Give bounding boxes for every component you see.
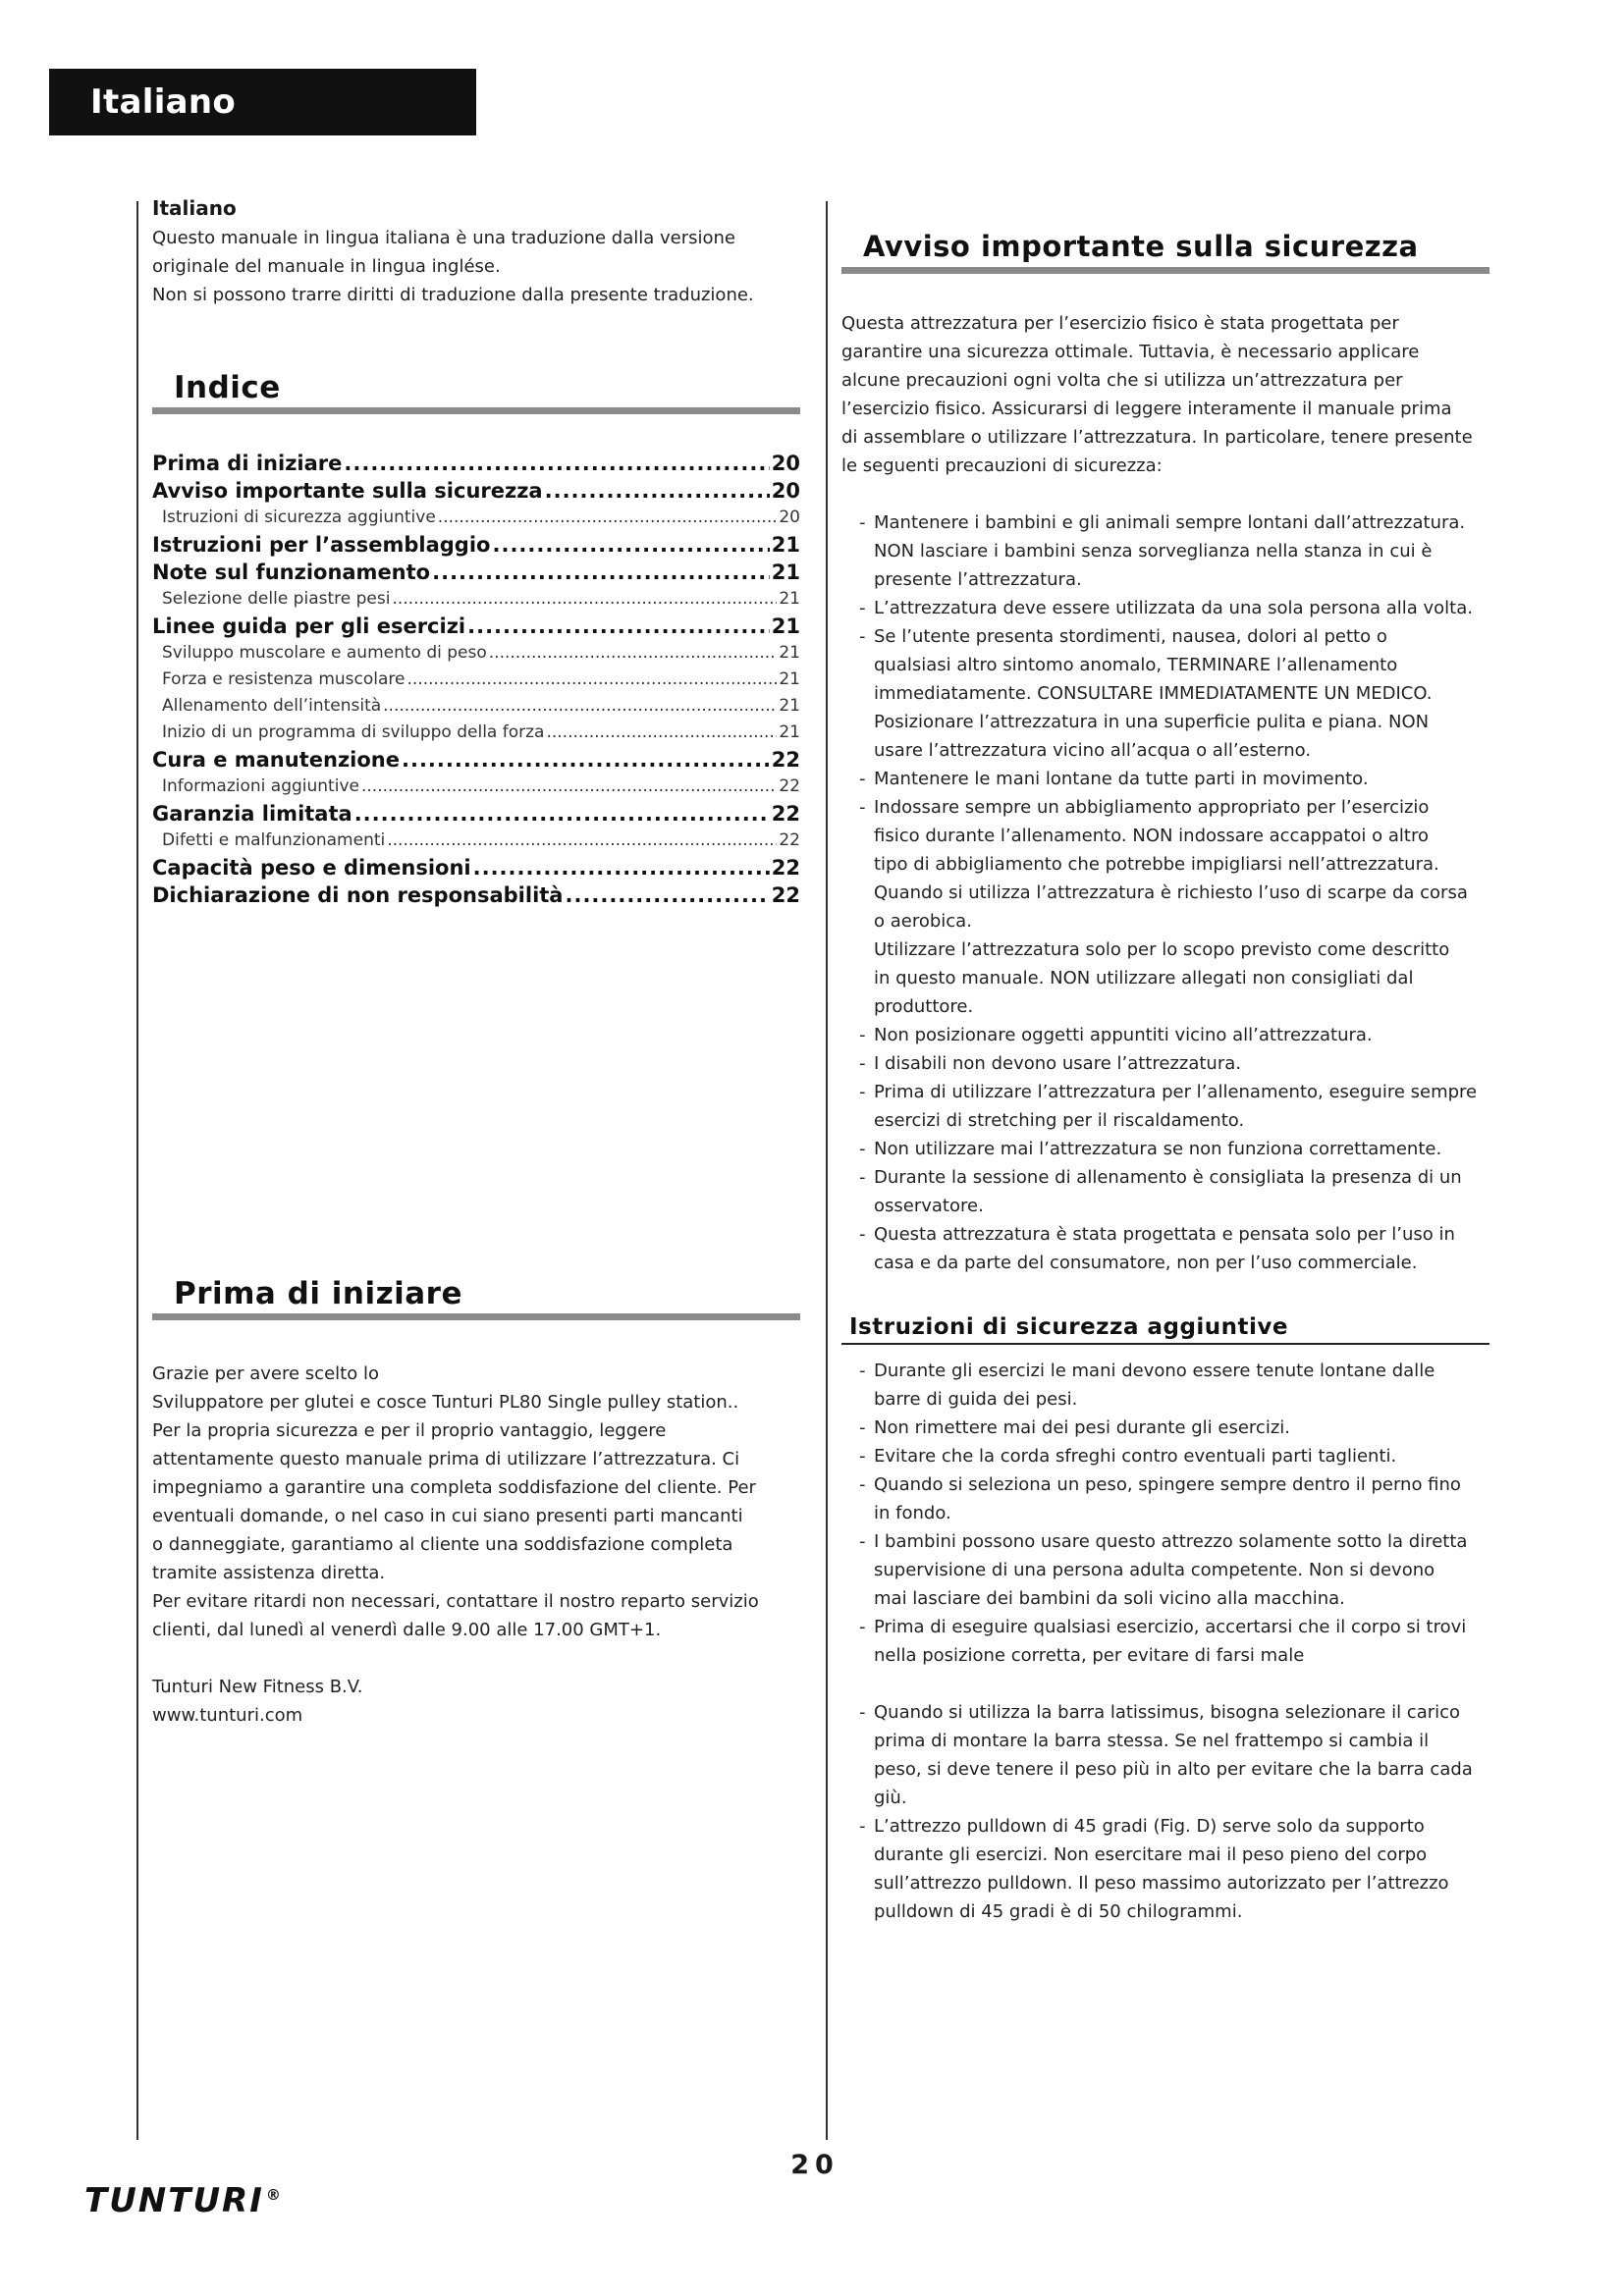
left-column [152,196,800,1730]
safety-precautions-list [841,508,1489,1277]
company-website[interactable]: www.tunturi.com [152,1705,303,1726]
text-line: Per la propria sicurezza e per il proprio vantaggio, leggere [152,1420,667,1441]
list-item: - L’attrezzo pulldown di 45 gradi (Fig. D) serve solo da supporto [859,1812,1489,1841]
toc-leader-dots [432,559,770,586]
list-item: - I disabili non devono usare l’attrezzatura. [859,1049,1489,1078]
safety-title: Avviso importante sulla sicurezza [863,230,1419,263]
toc-leader-dots [492,531,769,559]
toc-entry-label: Cura e manutenzione [152,748,400,772]
toc-entry-label: Istruzioni di sicurezza aggiuntive [162,507,436,527]
toc-entry[interactable] [152,854,800,881]
list-item-continuation: presente l’attrezzatura. [874,569,1082,590]
list-item: - Indossare sempre un abbigliamento appropriato per l’esercizio [859,793,1489,822]
text-line: alcune precauzioni ogni volta che si utilizza un’attrezzatura per [841,370,1403,391]
toc-entry-label: Prima di iniziare [152,452,343,475]
list-item: - Mantenere i bambini e gli animali sempre lontani dall’attrezzatura. [859,508,1489,537]
toc-entry-page: 22 [779,830,800,850]
intro-block [152,196,800,309]
right-column-rule [826,201,828,2140]
toc-entry-label: Allenamento dell’intensità [162,696,382,716]
toc-entry-label: Istruzioni per l’assemblaggio [152,533,491,557]
brand-name: TUNTURI [84,2181,264,2220]
toc-entry-page: 21 [771,561,800,584]
toc-leader-dots [467,613,770,640]
text-line: garantire una sicurezza ottimale. Tuttavia, è necessario applicare [841,342,1420,362]
list-item: - Quando si utilizza la barra latissimus, bisogna selezionare il carico [859,1698,1489,1727]
list-item-continuation: osservatore. [874,1196,984,1216]
toc-entry[interactable] [152,586,800,613]
toc-entry[interactable] [152,746,800,774]
list-item-continuation: NON lasciare i bambini senza sorveglianza nella stanza in cui è [874,541,1433,561]
list-item-continuation: o aerobica. [874,911,972,932]
list-item-continuation: sull’attrezzo pulldown. Il peso massimo autorizzato per l’attrezzo [874,1873,1449,1894]
list-item-continuation: Quando si utilizza l’attrezzatura è richiesto l’uso di scarpe da corsa [874,882,1468,903]
tunturi-logo [84,2181,283,2220]
list-item: - I bambini possono usare questo attrezzo solamente sotto la diretta [859,1527,1489,1556]
toc-title: Indice [174,370,281,405]
company-name: Tunturi New Fitness B.V. [152,1677,363,1697]
toc-entry-label: Inizio di un programma di sviluppo della forza [162,722,545,742]
toc-leader-dots [565,881,769,909]
list-item: - Prima di eseguire qualsiasi esercizio, accertarsi che il corpo si trovi [859,1613,1489,1641]
text-line: o danneggiate, garantiamo al cliente una soddisfazione completa [152,1534,733,1555]
toc-entry-label: Dichiarazione di non responsabilità [152,883,564,907]
toc-entry-page: 20 [771,452,800,475]
toc-leader-dots [489,640,778,667]
toc-leader-dots [392,586,777,613]
toc-entry[interactable] [152,640,800,667]
list-item: - Evitare che la corda sfreghi contro eventuali parti taglienti. [859,1442,1489,1470]
toc-entry[interactable] [152,531,800,559]
list-item-continuation: barre di guida dei pesi. [874,1389,1078,1410]
intro-line: Non si possono trarre diritti di traduzione dalla presente traduzione. [152,285,754,305]
toc-entry-label: Selezione delle piastre pesi [162,589,391,609]
list-item-continuation: in fondo. [874,1503,951,1523]
text-line: eventuali domande, o nel caso in cui siano presenti parti mancanti [152,1506,743,1526]
toc-entry-label: Informazioni aggiuntive [162,776,359,796]
toc-leader-dots [473,854,770,881]
intro-title: Italiano [152,196,237,220]
list-item: - Prima di utilizzare l’attrezzatura per l’allenamento, eseguire sempre [859,1078,1489,1106]
toc-entry-page: 22 [771,856,800,880]
toc-leader-dots [545,477,770,505]
list-item-continuation: qualsiasi altro sintomo anomalo, TERMINARE l’allenamento [874,655,1398,675]
list-item: - Quando si seleziona un peso, spingere sempre dentro il perno fino [859,1470,1489,1499]
registered-mark: ® [265,2185,283,2204]
toc-entry-page: 22 [771,883,800,907]
toc-leader-dots [406,667,777,693]
toc-title-rule [152,407,800,414]
list-item-continuation: pulldown di 45 gradi è di 50 chilogrammi. [874,1901,1243,1922]
toc-entry-page: 22 [779,776,800,796]
toc-leader-dots [361,774,777,800]
toc-entry-page: 20 [779,507,800,527]
toc-entry-page: 21 [771,533,800,557]
toc-leader-dots [546,720,777,746]
language-tab: Italiano [49,69,476,135]
toc-entry-label: Capacità peso e dimensioni [152,856,471,880]
before-start-text [152,1360,800,1730]
toc-entry-label: Note sul funzionamento [152,561,431,584]
toc-entry-label: Garanzia limitata [152,802,352,826]
list-item-continuation: fisico durante l’allenamento. NON indossare accappatoi o altro [874,826,1429,846]
list-item: - L’attrezzatura deve essere utilizzata da una sola persona alla volta. [859,594,1489,622]
toc-entry-page: 20 [771,479,800,503]
list-item-continuation: Utilizzare l’attrezzatura solo per lo scopo previsto come descritto [874,939,1450,960]
list-item: - Non posizionare oggetti appuntiti vicino all’attrezzatura. [859,1021,1489,1049]
left-column-rule [136,201,138,2140]
list-item: - Non utilizzare mai l’attrezzatura se non funziona correttamente. [859,1135,1489,1163]
additional-safety-title: Istruzioni di sicurezza aggiuntive [849,1314,1289,1340]
toc-entry-page: 21 [779,589,800,609]
toc-entry[interactable] [152,477,800,505]
toc-entry[interactable] [152,667,800,693]
toc-leader-dots [344,450,769,477]
toc-entry-label: Linee guida per gli esercizi [152,614,466,638]
toc-leader-dots [354,800,770,828]
toc-entry[interactable] [152,774,800,800]
text-line: attentamente questo manuale prima di utilizzare l’attrezzatura. Ci [152,1449,740,1469]
intro-line: originale del manuale in lingua inglése. [152,256,501,277]
list-item-continuation: giù. [874,1788,907,1808]
text-line: Grazie per avere scelto lo [152,1363,379,1384]
toc-entry-label: Avviso importante sulla sicurezza [152,479,543,503]
toc-entry-page: 21 [779,669,800,689]
toc-entry-page: 21 [779,643,800,663]
text-line: di assemblare o utilizzare l’attrezzatura. In particolare, tenere presente [841,427,1473,448]
text-line: le seguenti precauzioni di sicurezza: [841,455,1163,476]
text-line: tramite assistenza diretta. [152,1563,386,1583]
list-item: - Se l’utente presenta stordimenti, nausea, dolori al petto o [859,622,1489,651]
toc-entry-label: Sviluppo muscolare e aumento di peso [162,643,487,663]
list-item-continuation: supervisione di una persona adulta competente. Non si devono [874,1560,1435,1580]
list-item-continuation: esercizi di stretching per il riscaldamento. [874,1110,1245,1131]
toc-leader-dots [383,693,777,720]
additional-safety-list [841,1357,1489,1926]
list-item-continuation: tipo di abbigliamento che potrebbe impigliarsi nell’attrezzatura. [874,854,1439,875]
toc-leader-dots [387,828,777,854]
intro-line: Questo manuale in lingua italiana è una traduzione dalla versione [152,228,735,248]
list-item-continuation: prima di montare la barra stessa. Se nel frattempo si cambia il [874,1731,1430,1751]
toc-entry[interactable] [152,559,800,586]
toc-leader-dots [438,505,778,531]
list-item-continuation: produttore. [874,996,974,1017]
toc-entry-page: 21 [771,614,800,638]
toc-entry[interactable] [152,613,800,640]
list-spacer [859,1670,1489,1698]
list-item: - Non rimettere mai dei pesi durante gli esercizi. [859,1414,1489,1442]
text-line: impegniamo a garantire una completa soddisfazione del cliente. Per [152,1477,756,1498]
toc-entry[interactable] [152,800,800,828]
right-column [841,196,1489,1926]
list-item-continuation: mai lasciare dei bambini da soli vicino alla macchina. [874,1588,1345,1609]
toc-entry-label: Difetti e malfunzionamenti [162,830,386,850]
toc-entry-page: 21 [779,722,800,742]
list-item: - Durante la sessione di allenamento è consigliata la presenza di un [859,1163,1489,1192]
toc-entry[interactable] [152,720,800,746]
toc-entry[interactable] [152,505,800,531]
toc-entry[interactable] [152,693,800,720]
list-item: - Questa attrezzatura è stata progettata e pensata solo per l’uso in [859,1220,1489,1249]
text-line: Per evitare ritardi non necessari, contattare il nostro reparto servizio [152,1591,759,1612]
list-item-continuation: immediatamente. CONSULTARE IMMEDIATAMENTE UN MEDICO. [874,683,1433,704]
list-item-continuation: peso, si deve tenere il peso più in alto per evitare che la barra cada [874,1759,1473,1780]
toc-entry-page: 22 [771,748,800,772]
toc-entry-page: 21 [779,696,800,716]
before-start-rule [152,1313,800,1320]
text-line: l’esercizio fisico. Assicurarsi di leggere interamente il manuale prima [841,399,1452,419]
list-item: - Durante gli esercizi le mani devono essere tenute lontane dalle [859,1357,1489,1385]
toc-entry[interactable] [152,450,800,477]
list-item-continuation: durante gli esercizi. Non esercitare mai il peso pieno del corpo [874,1844,1428,1865]
list-item-continuation: in questo manuale. NON utilizzare allegati non consigliati dal [874,968,1414,988]
toc-entry[interactable] [152,828,800,854]
list-item: - Mantenere le mani lontane da tutte parti in movimento. [859,765,1489,793]
list-item-continuation: usare l’attrezzatura vicino all’acqua o all’esterno. [874,740,1312,761]
before-start-title: Prima di iniziare [174,1276,462,1311]
toc-entry[interactable] [152,881,800,909]
list-item-continuation: Posizionare l’attrezzatura in una superficie pulita e piana. NON [874,712,1430,732]
list-item-continuation: casa e da parte del consumatore, non per l’uso commerciale. [874,1253,1418,1273]
text-line: Sviluppatore per glutei e cosce Tunturi PL80 Single pulley station.. [152,1392,739,1413]
text-line: clienti, dal lunedì al venerdì dalle 9.00 alle 17.00 GMT+1. [152,1620,662,1640]
page-number: 20 [790,2150,839,2180]
toc-leader-dots [402,746,770,774]
safety-intro [841,309,1489,480]
table-of-contents [152,450,800,909]
toc-entry-label: Forza e resistenza muscolare [162,669,406,689]
safety-title-rule [841,267,1489,274]
toc-entry-page: 22 [771,802,800,826]
text-line: Questa attrezzatura per l’esercizio fisico è stata progettata per [841,313,1399,334]
list-item-continuation: nella posizione corretta, per evitare di farsi male [874,1645,1305,1666]
